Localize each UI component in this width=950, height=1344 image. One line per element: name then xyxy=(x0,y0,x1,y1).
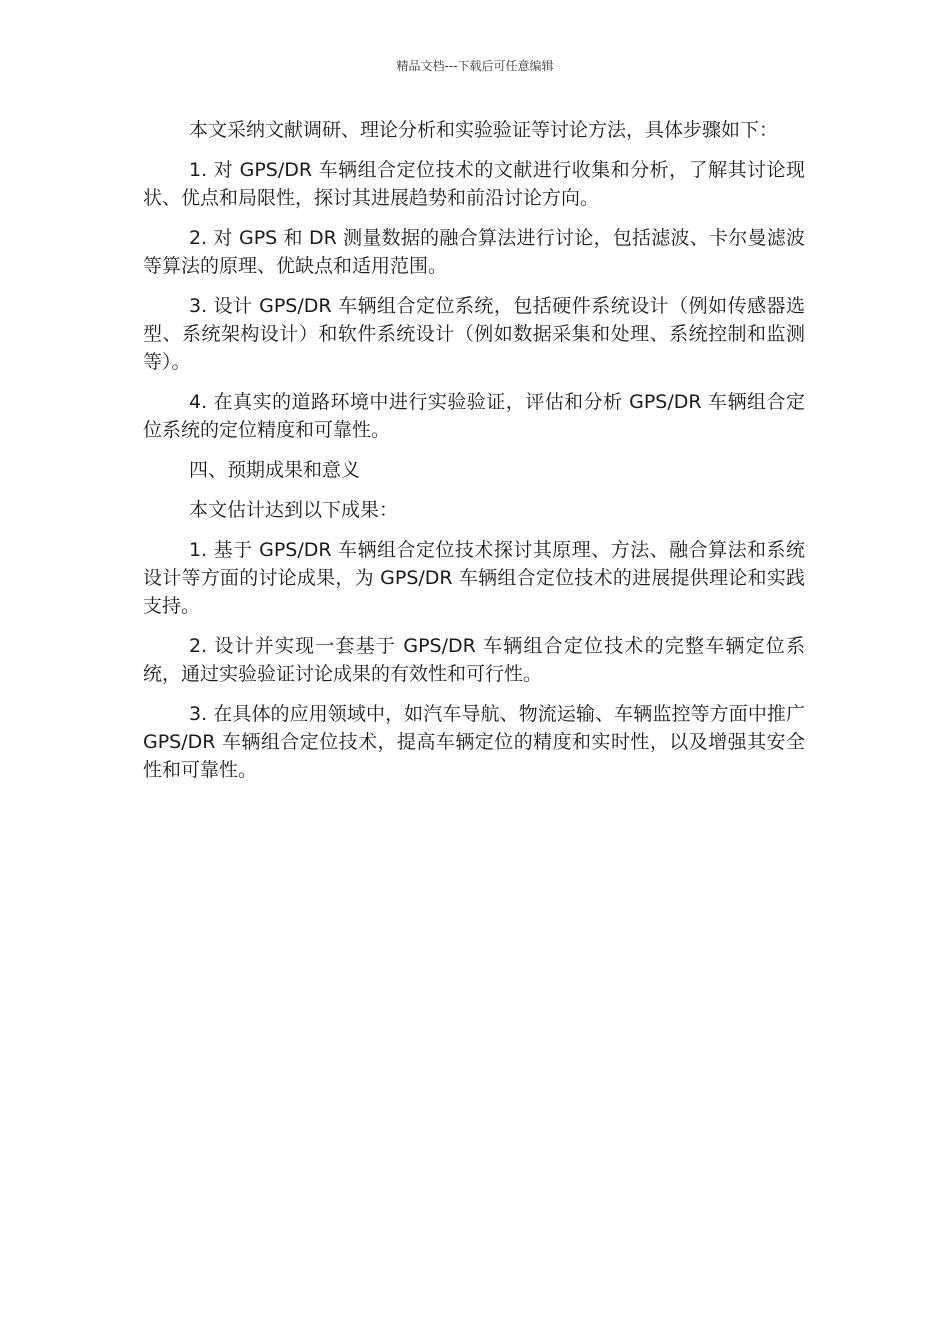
paragraph-result-1: 1. 基于 GPS/DR 车辆组合定位技术探讨其原理、方法、融合算法和系统设计等方面的讨论成果，为 GPS/DR 车辆组合定位技术的进展提供理论和实践支持。 xyxy=(143,539,805,617)
paragraph-result-2: 2. 设计并实现一套基于 GPS/DR 车辆组合定位技术的完整车辆定位系统，通过实验验证讨论成果的有效性和可行性。 xyxy=(143,635,805,685)
paragraph-method-intro: 本文采纳文献调研、理论分析和实验验证等讨论方法，具体步骤如下： xyxy=(189,119,779,141)
paragraph-step-1: 1. 对 GPS/DR 车辆组合定位技术的文献进行收集和分析，了解其讨论现状、优点和局限性，探讨其进展趋势和前沿讨论方向。 xyxy=(143,159,805,209)
section-heading-expected-results: 四、预期成果和意义 xyxy=(189,459,361,481)
paragraph-step-2: 2. 对 GPS 和 DR 测量数据的融合算法进行讨论，包括滤波、卡尔曼滤波等算法的原理、优缺点和适用范围。 xyxy=(143,227,805,277)
paragraph-results-intro: 本文估计达到以下成果： xyxy=(189,499,399,521)
paragraph-step-3: 3. 设计 GPS/DR 车辆组合定位系统，包括硬件系统设计（例如传感器选型、系统架构设计）和软件系统设计（例如数据采集和处理、系统控制和监测等）。 xyxy=(143,295,805,373)
document-body xyxy=(143,116,805,796)
page-header: 精品文档---下载后可任意编辑 xyxy=(396,59,554,73)
paragraph-step-4: 4. 在真实的道路环境中进行实验验证，评估和分析 GPS/DR 车辆组合定位系统的定位精度和可靠性。 xyxy=(143,391,805,441)
paragraph-result-3: 3. 在具体的应用领域中，如汽车导航、物流运输、车辆监控等方面中推广 GPS/DR 车辆组合定位技术，提高车辆定位的精度和实时性，以及增强其安全性和可靠性。 xyxy=(143,703,805,781)
